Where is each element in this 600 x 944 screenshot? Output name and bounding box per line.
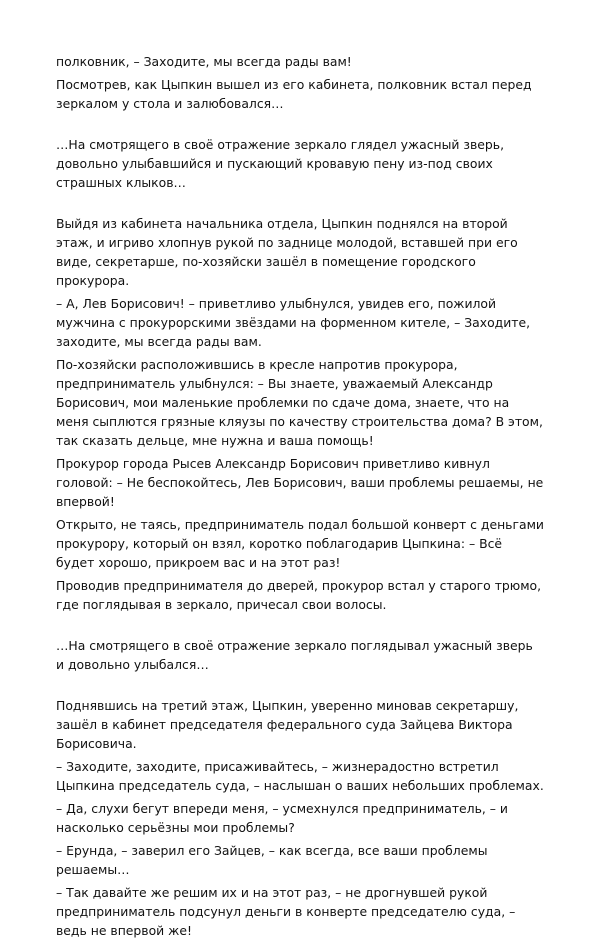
paragraph-2: …На смотрящего в своё отражение зеркало глядел ужасный зверь, довольно улыбавшийся и пускающий кровавую пену из-под своих страшных клыков… [56, 137, 505, 190]
paragraph-gap [56, 117, 544, 135]
paragraph-0: полковник, – Заходите, мы всегда рады вам! [56, 54, 352, 69]
paragraph-6: Прокурор города Рысев Александр Борисович приветливо кивнул головой: – Не беспокойтесь, Лев Борисович, ваши проблемы решаемы, не впервой! [56, 456, 544, 509]
paragraph-5: По-хозяйски расположившись в кресле напротив прокурора, предприниматель улыбнулся: – Вы знаете, уважаемый Александр Борисович, мои маленькие проблемки по сдаче дома, знаете, что на меня сыплются грязные кляузы по качеству строительства дома? В этом, так сказать дельце, мне нужна и ваша помощь! [56, 357, 543, 448]
paragraph-13: – Ерунда, – заверил его Зайцев, – как всегда, все ваши проблемы решаемы… [56, 843, 488, 877]
paragraph-gap [56, 678, 544, 696]
paragraph-3: Выйдя из кабинета начальника отдела, Цыпкин поднялся на второй этаж, и игриво хлопнув рукой по заднице молодой, вставшей при его виде, секретарше, по-хозяйски зашёл в помещение городского прокурора. [56, 216, 518, 288]
paragraph-10: Поднявшись на третий этаж, Цыпкин, уверенно миновав секретаршу, зашёл в кабинет председателя федерального суда Зайцева Виктора Борисовича. [56, 698, 519, 751]
paragraph-8: Проводив предпринимателя до дверей, прокурор встал у старого трюмо, где поглядывая в зеркало, причесал свои волосы. [56, 578, 542, 612]
paragraph-4: – А, Лев Борисович! – приветливо улыбнулся, увидев его, пожилой мужчина с прокурорскими звёздами на форменном кителе, – Заходите, заходите, мы всегда рады вам. [56, 296, 531, 349]
paragraph-11: – Заходите, заходите, присаживайтесь, – жизнерадостно встретил Цыпкина председатель суда, – наслышан о ваших небольших проблемах. [56, 759, 544, 793]
paragraph-9: …На смотрящего в своё отражение зеркало поглядывал ужасный зверь и довольно улыбался… [56, 638, 533, 672]
paragraph-gap [56, 196, 544, 214]
paragraph-1: Посмотрев, как Цыпкин вышел из его кабинета, полковник встал перед зеркалом у стола и залюбовался… [56, 77, 532, 111]
document-page [56, 52, 544, 944]
paragraph-gap [56, 618, 544, 636]
paragraph-14: – Так давайте же решим их и на этот раз, – не дрогнувшей рукой предприниматель подсунул деньги в конверте председателю суда, – ведь не впервой же! [56, 885, 516, 938]
paragraph-12: – Да, слухи бегут впереди меня, – усмехнулся предприниматель, – и насколько серьёзны мои проблемы? [56, 801, 508, 835]
paragraph-7: Открыто, не таясь, предприниматель подал большой конверт с деньгами прокурору, который он взял, коротко поблагодарив Цыпкина: – Всё будет хорошо, прикроем вас и на этот раз! [56, 517, 544, 570]
